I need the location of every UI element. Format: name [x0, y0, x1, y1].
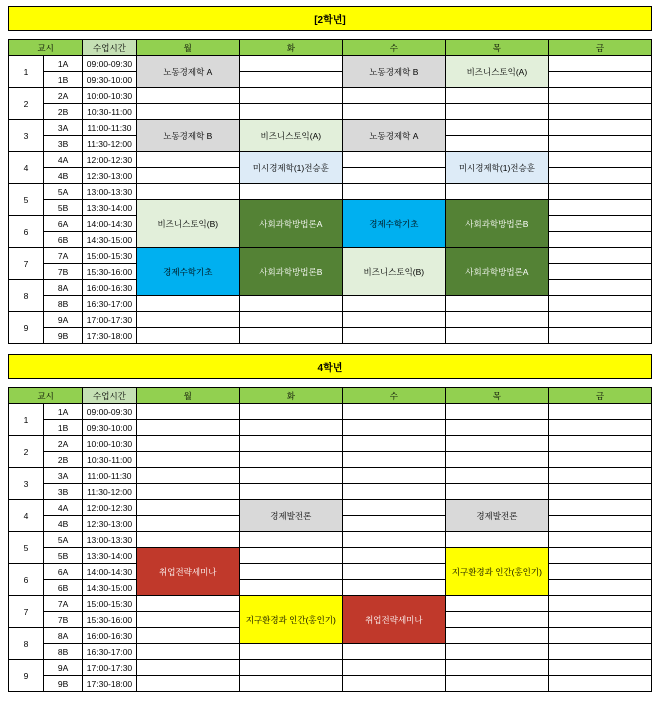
class-cell[interactable]: 미시경제학(1)전승훈 [239, 152, 342, 184]
empty-cell[interactable] [342, 532, 445, 548]
empty-cell[interactable] [136, 420, 239, 436]
period-cell: 6 [9, 216, 44, 248]
empty-cell[interactable] [548, 328, 651, 344]
empty-cell[interactable] [445, 596, 548, 612]
period-sub-cell: 3A [44, 120, 83, 136]
empty-cell[interactable] [239, 328, 342, 344]
period-cell: 9 [9, 312, 44, 344]
empty-cell[interactable] [445, 328, 548, 344]
empty-cell[interactable] [136, 500, 239, 516]
empty-cell[interactable] [239, 660, 342, 676]
empty-cell[interactable] [548, 200, 651, 216]
class-cell[interactable]: 사회과학방법론A [445, 248, 548, 296]
period-sub-cell: 7A [44, 596, 83, 612]
period-cell: 1 [9, 404, 44, 436]
class-cell[interactable]: 노동경제학 A [342, 120, 445, 152]
table-row [9, 200, 652, 216]
empty-cell[interactable] [136, 660, 239, 676]
class-cell[interactable]: 사회과학방법론B [445, 200, 548, 248]
time-cell: 14:00-14:30 [83, 564, 137, 580]
empty-cell[interactable] [239, 104, 342, 120]
period-sub-cell: 9B [44, 328, 83, 344]
time-cell: 14:30-15:00 [83, 580, 137, 596]
empty-cell[interactable] [239, 452, 342, 468]
empty-cell[interactable] [445, 104, 548, 120]
header-day-tue: 화 [239, 388, 342, 404]
empty-cell[interactable] [136, 328, 239, 344]
time-cell: 11:00-11:30 [83, 120, 137, 136]
period-sub-cell: 3B [44, 484, 83, 500]
timetable-body-4 [9, 404, 652, 692]
period-cell: 7 [9, 248, 44, 280]
empty-cell[interactable] [239, 436, 342, 452]
period-sub-cell: 6A [44, 216, 83, 232]
empty-cell[interactable] [136, 484, 239, 500]
header-time: 수업시간 [83, 40, 137, 56]
header-day-wed: 수 [342, 40, 445, 56]
empty-cell[interactable] [445, 532, 548, 548]
table-row [9, 296, 652, 312]
empty-cell[interactable] [342, 644, 445, 660]
empty-cell[interactable] [342, 500, 445, 516]
time-cell: 14:30-15:00 [83, 232, 137, 248]
table-row [9, 436, 652, 452]
period-cell: 4 [9, 500, 44, 532]
table-row [9, 404, 652, 420]
empty-cell[interactable] [136, 628, 239, 644]
empty-cell[interactable] [548, 532, 651, 548]
table-row [9, 120, 652, 136]
empty-cell[interactable] [239, 548, 342, 564]
empty-cell[interactable] [548, 152, 651, 168]
time-cell: 15:00-15:30 [83, 248, 137, 264]
empty-cell[interactable] [136, 152, 239, 168]
empty-cell[interactable] [548, 72, 651, 88]
empty-cell[interactable] [548, 264, 651, 280]
header-day-wed: 수 [342, 388, 445, 404]
time-cell: 09:30-10:00 [83, 420, 137, 436]
time-cell: 09:00-09:30 [83, 56, 137, 72]
class-cell[interactable]: 비즈니스토익(B) [342, 248, 445, 296]
period-cell: 1 [9, 56, 44, 88]
empty-cell[interactable] [239, 532, 342, 548]
table-header-row [9, 40, 652, 56]
empty-cell[interactable] [239, 644, 342, 660]
class-cell[interactable]: 사회과학방법론A [239, 200, 342, 248]
period-sub-cell: 4A [44, 500, 83, 516]
period-cell: 2 [9, 88, 44, 120]
empty-cell[interactable] [548, 216, 651, 232]
empty-cell[interactable] [136, 468, 239, 484]
empty-cell[interactable] [548, 296, 651, 312]
table-row [9, 72, 652, 88]
empty-cell[interactable] [548, 628, 651, 644]
empty-cell[interactable] [342, 184, 445, 200]
empty-cell[interactable] [548, 644, 651, 660]
time-cell: 15:30-16:00 [83, 612, 137, 628]
empty-cell[interactable] [342, 168, 445, 184]
empty-cell[interactable] [342, 484, 445, 500]
header-period: 교시 [9, 388, 83, 404]
empty-cell[interactable] [136, 676, 239, 692]
period-sub-cell: 9A [44, 312, 83, 328]
time-cell: 12:00-12:30 [83, 152, 137, 168]
empty-cell[interactable] [136, 296, 239, 312]
empty-cell[interactable] [445, 136, 548, 152]
empty-cell[interactable] [136, 88, 239, 104]
header-day-tue: 화 [239, 40, 342, 56]
empty-cell[interactable] [548, 136, 651, 152]
empty-cell[interactable] [342, 564, 445, 580]
period-sub-cell: 2A [44, 88, 83, 104]
time-cell: 17:00-17:30 [83, 660, 137, 676]
empty-cell[interactable] [548, 452, 651, 468]
table-row [9, 88, 652, 104]
empty-cell[interactable] [548, 548, 651, 564]
class-cell[interactable]: 경제발전론 [445, 500, 548, 532]
table-row [9, 660, 652, 676]
period-sub-cell: 6B [44, 232, 83, 248]
time-cell: 16:30-17:00 [83, 296, 137, 312]
empty-cell[interactable] [548, 564, 651, 580]
class-cell[interactable]: 노동경제학 B [136, 120, 239, 152]
class-cell[interactable]: 취업전략세미나 [342, 596, 445, 644]
time-cell: 17:00-17:30 [83, 312, 137, 328]
empty-cell[interactable] [239, 420, 342, 436]
empty-cell[interactable] [548, 56, 651, 72]
table-row [9, 152, 652, 168]
table-row [9, 452, 652, 468]
period-sub-cell: 8A [44, 280, 83, 296]
period-sub-cell: 1A [44, 56, 83, 72]
empty-cell[interactable] [239, 184, 342, 200]
period-sub-cell: 5A [44, 184, 83, 200]
empty-cell[interactable] [239, 484, 342, 500]
empty-cell[interactable] [342, 88, 445, 104]
timetable-grade-2 [8, 39, 652, 344]
time-cell: 12:00-12:30 [83, 500, 137, 516]
period-sub-cell: 6A [44, 564, 83, 580]
time-cell: 10:30-11:00 [83, 104, 137, 120]
period-cell: 8 [9, 280, 44, 312]
empty-cell[interactable] [548, 500, 651, 516]
empty-cell[interactable] [136, 104, 239, 120]
period-cell: 3 [9, 120, 44, 152]
empty-cell[interactable] [548, 248, 651, 264]
empty-cell[interactable] [239, 564, 342, 580]
table-row [9, 312, 652, 328]
time-cell: 16:30-17:00 [83, 644, 137, 660]
empty-cell[interactable] [445, 404, 548, 420]
period-cell: 3 [9, 468, 44, 500]
time-cell: 11:00-11:30 [83, 468, 137, 484]
empty-cell[interactable] [445, 296, 548, 312]
time-cell: 13:30-14:00 [83, 548, 137, 564]
empty-cell[interactable] [548, 612, 651, 628]
empty-cell[interactable] [342, 436, 445, 452]
empty-cell[interactable] [445, 120, 548, 136]
period-cell: 2 [9, 436, 44, 468]
period-sub-cell: 7B [44, 612, 83, 628]
period-cell: 5 [9, 532, 44, 564]
empty-cell[interactable] [445, 312, 548, 328]
empty-cell[interactable] [342, 328, 445, 344]
empty-cell[interactable] [136, 596, 239, 612]
period-sub-cell: 4B [44, 168, 83, 184]
empty-cell[interactable] [239, 88, 342, 104]
class-cell[interactable]: 경제발전론 [239, 500, 342, 532]
empty-cell[interactable] [548, 120, 651, 136]
period-cell: 7 [9, 596, 44, 628]
empty-cell[interactable] [445, 676, 548, 692]
period-cell: 4 [9, 152, 44, 184]
empty-cell[interactable] [342, 312, 445, 328]
period-sub-cell: 1A [44, 404, 83, 420]
empty-cell[interactable] [342, 660, 445, 676]
time-cell: 10:00-10:30 [83, 436, 137, 452]
empty-cell[interactable] [342, 676, 445, 692]
timetable-body-2 [9, 56, 652, 344]
period-sub-cell: 6B [44, 580, 83, 596]
class-cell[interactable]: 경제수학기초 [342, 200, 445, 248]
empty-cell[interactable] [136, 404, 239, 420]
class-cell[interactable]: 지구환경과 인간(홍인기) [445, 548, 548, 596]
empty-cell[interactable] [342, 548, 445, 564]
period-sub-cell: 4A [44, 152, 83, 168]
period-cell: 9 [9, 660, 44, 692]
empty-cell[interactable] [136, 532, 239, 548]
empty-cell[interactable] [239, 580, 342, 596]
period-sub-cell: 4B [44, 516, 83, 532]
period-cell: 6 [9, 564, 44, 596]
table-row [9, 580, 652, 596]
header-day-fri: 금 [548, 388, 651, 404]
empty-cell[interactable] [342, 580, 445, 596]
empty-cell[interactable] [136, 644, 239, 660]
empty-cell[interactable] [342, 104, 445, 120]
table-row [9, 596, 652, 612]
time-cell: 17:30-18:00 [83, 328, 137, 344]
empty-cell[interactable] [239, 56, 342, 72]
table-row [9, 500, 652, 516]
time-cell: 16:00-16:30 [83, 628, 137, 644]
table-row [9, 56, 652, 72]
class-cell[interactable]: 사회과학방법론B [239, 248, 342, 296]
time-cell: 12:30-13:00 [83, 168, 137, 184]
class-cell[interactable]: 노동경제학 A [136, 56, 239, 88]
table-row [9, 484, 652, 500]
empty-cell[interactable] [342, 468, 445, 484]
empty-cell[interactable] [239, 312, 342, 328]
period-sub-cell: 5B [44, 548, 83, 564]
empty-cell[interactable] [342, 516, 445, 532]
empty-cell[interactable] [136, 612, 239, 628]
table-row [9, 548, 652, 564]
empty-cell[interactable] [445, 628, 548, 644]
empty-cell[interactable] [548, 312, 651, 328]
time-cell: 10:00-10:30 [83, 88, 137, 104]
header-day-thu: 목 [445, 388, 548, 404]
period-cell: 5 [9, 184, 44, 216]
empty-cell[interactable] [239, 72, 342, 88]
empty-cell[interactable] [548, 280, 651, 296]
class-cell[interactable]: 취업전략세미나 [136, 548, 239, 596]
empty-cell[interactable] [548, 660, 651, 676]
time-cell: 09:30-10:00 [83, 72, 137, 88]
period-sub-cell: 7B [44, 264, 83, 280]
header-day-thu: 목 [445, 40, 548, 56]
empty-cell[interactable] [445, 420, 548, 436]
empty-cell[interactable] [136, 516, 239, 532]
period-sub-cell: 3A [44, 468, 83, 484]
section-banner-2: [2학년] [8, 6, 652, 31]
header-day-fri: 금 [548, 40, 651, 56]
class-cell[interactable]: 비즈니스토익(B) [136, 200, 239, 248]
period-sub-cell: 2B [44, 104, 83, 120]
empty-cell[interactable] [342, 296, 445, 312]
empty-cell[interactable] [445, 184, 548, 200]
time-cell: 11:30-12:00 [83, 136, 137, 152]
empty-cell[interactable] [548, 420, 651, 436]
empty-cell[interactable] [548, 88, 651, 104]
table-row [9, 184, 652, 200]
time-cell: 09:00-09:30 [83, 404, 137, 420]
period-cell: 8 [9, 628, 44, 660]
empty-cell[interactable] [239, 676, 342, 692]
empty-cell[interactable] [445, 484, 548, 500]
empty-cell[interactable] [548, 484, 651, 500]
table-row [9, 104, 652, 120]
class-cell[interactable]: 경제수학기초 [136, 248, 239, 296]
time-cell: 17:30-18:00 [83, 676, 137, 692]
time-cell: 13:30-14:00 [83, 200, 137, 216]
header-time: 수업시간 [83, 388, 137, 404]
period-sub-cell: 5B [44, 200, 83, 216]
table-row [9, 676, 652, 692]
empty-cell[interactable] [548, 596, 651, 612]
empty-cell[interactable] [548, 404, 651, 420]
header-period: 교시 [9, 40, 83, 56]
table-header-row [9, 388, 652, 404]
period-sub-cell: 1B [44, 420, 83, 436]
table-row [9, 248, 652, 264]
class-cell[interactable]: 노동경제학 B [342, 56, 445, 88]
empty-cell[interactable] [342, 420, 445, 436]
time-cell: 13:00-13:30 [83, 184, 137, 200]
header-day-mon: 월 [136, 40, 239, 56]
header-day-mon: 월 [136, 388, 239, 404]
empty-cell[interactable] [445, 452, 548, 468]
time-cell: 10:30-11:00 [83, 452, 137, 468]
empty-cell[interactable] [136, 184, 239, 200]
table-row [9, 468, 652, 484]
section-banner-4: 4학년 [8, 354, 652, 379]
time-cell: 11:30-12:00 [83, 484, 137, 500]
period-sub-cell: 2B [44, 452, 83, 468]
time-cell: 15:30-16:00 [83, 264, 137, 280]
table-row [9, 532, 652, 548]
period-sub-cell: 5A [44, 532, 83, 548]
empty-cell[interactable] [136, 312, 239, 328]
empty-cell[interactable] [548, 232, 651, 248]
class-cell[interactable]: 미시경제학(1)전승훈 [445, 152, 548, 184]
empty-cell[interactable] [342, 404, 445, 420]
empty-cell[interactable] [342, 452, 445, 468]
empty-cell[interactable] [239, 296, 342, 312]
class-cell[interactable]: 지구환경과 인간(홍인기) [239, 596, 342, 644]
period-sub-cell: 9A [44, 660, 83, 676]
empty-cell[interactable] [136, 436, 239, 452]
empty-cell[interactable] [548, 168, 651, 184]
empty-cell[interactable] [445, 88, 548, 104]
period-sub-cell: 8B [44, 296, 83, 312]
period-sub-cell: 7A [44, 248, 83, 264]
empty-cell[interactable] [548, 516, 651, 532]
period-sub-cell: 1B [44, 72, 83, 88]
empty-cell[interactable] [548, 468, 651, 484]
empty-cell[interactable] [548, 104, 651, 120]
empty-cell[interactable] [239, 468, 342, 484]
period-sub-cell: 3B [44, 136, 83, 152]
empty-cell[interactable] [239, 404, 342, 420]
table-row [9, 644, 652, 660]
period-sub-cell: 8A [44, 628, 83, 644]
empty-cell[interactable] [445, 660, 548, 676]
period-sub-cell: 9B [44, 676, 83, 692]
timetable-grade-4 [8, 387, 652, 692]
time-cell: 14:00-14:30 [83, 216, 137, 232]
empty-cell[interactable] [548, 436, 651, 452]
empty-cell[interactable] [548, 676, 651, 692]
table-row [9, 420, 652, 436]
time-cell: 15:00-15:30 [83, 596, 137, 612]
time-cell: 13:00-13:30 [83, 532, 137, 548]
table-row [9, 564, 652, 580]
class-cell[interactable]: 비즈니스토익(A) [445, 56, 548, 88]
class-cell[interactable]: 비즈니스토익(A) [239, 120, 342, 152]
empty-cell[interactable] [342, 152, 445, 168]
empty-cell[interactable] [445, 436, 548, 452]
time-cell: 12:30-13:00 [83, 516, 137, 532]
period-sub-cell: 8B [44, 644, 83, 660]
empty-cell[interactable] [445, 644, 548, 660]
empty-cell[interactable] [136, 168, 239, 184]
empty-cell[interactable] [548, 184, 651, 200]
empty-cell[interactable] [136, 452, 239, 468]
period-sub-cell: 2A [44, 436, 83, 452]
empty-cell[interactable] [445, 612, 548, 628]
empty-cell[interactable] [445, 468, 548, 484]
empty-cell[interactable] [548, 580, 651, 596]
time-cell: 16:00-16:30 [83, 280, 137, 296]
table-row [9, 328, 652, 344]
